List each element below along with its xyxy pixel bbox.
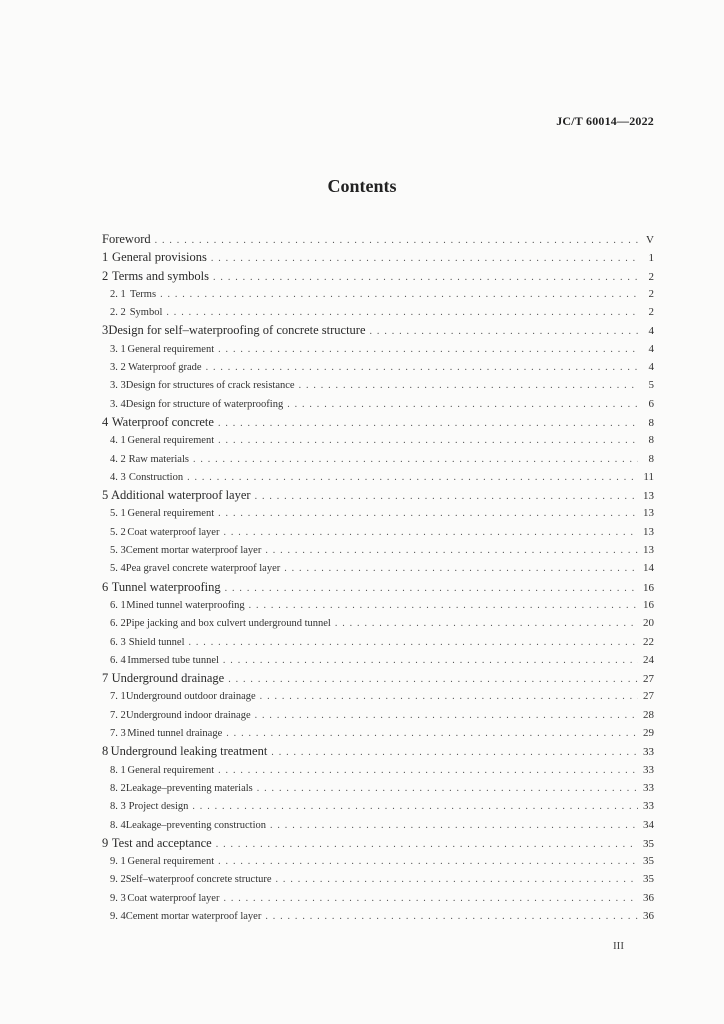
toc-entry-number: 4. 2 [110,453,126,465]
toc-entry-label: Mined tunnel drainage [127,728,223,740]
toc-leader-dots [211,250,638,268]
toc-entry-page: 4 [648,361,654,374]
toc-entry-number: 5 [102,488,109,503]
toc-leader-dots [249,597,638,615]
toc-subsection-entry[interactable] [102,541,654,559]
toc-entry-page: 35 [643,873,654,886]
toc-entry-label: Pea gravel concrete waterproof layer [125,563,281,575]
toc-entry-page: 29 [643,727,654,740]
toc-entry-page: V [646,234,654,246]
toc-subsection-entry[interactable] [102,285,654,303]
toc-leader-dots [218,415,638,433]
toc-entry-page: 22 [643,635,654,648]
toc-leader-dots [187,469,638,487]
toc-entry-label: Cement mortar waterproof layer [125,910,262,922]
toc-entry-label: Foreword [102,232,151,246]
toc-subsection-entry[interactable] [102,870,654,888]
toc-entry-number: 2 [102,268,109,283]
toc-entry-page: 34 [643,818,654,831]
toc-entry-page: 36 [643,891,654,904]
toc-entry-number: 9. 3 [110,892,126,904]
toc-entry-page: 36 [643,909,654,922]
toc-entry-number: 9. 4 [110,910,126,922]
toc-leader-dots [206,359,638,377]
toc-entry-label: Coat waterproof layer [127,892,220,904]
toc-leader-dots [160,286,638,304]
toc-subsection-entry[interactable] [102,504,654,522]
toc-leader-dots [189,634,639,652]
toc-entry-number: 6. 1 [110,599,126,611]
toc-leader-dots [213,269,638,287]
toc-entry-page: 13 [643,544,654,557]
toc-entry-number: 8. 2 [110,782,126,794]
toc-entry-number: 2. 1 [110,288,126,300]
toc-entry-label: Pipe jacking and box culvert underground tunnel [125,618,331,630]
toc-entry-label: Immersed tube tunnel [127,654,219,666]
toc-leader-dots [370,323,638,341]
toc-entry-page: 33 [643,763,654,776]
toc-entry-page: 33 [643,800,654,813]
toc-entry-number: 3. 4 [110,398,126,410]
toc-entry-number: 8 [102,744,109,759]
toc-entry-page: 2 [648,270,654,283]
toc-entry-page: 27 [643,673,654,686]
toc-entry-number: 7. 3 [110,728,126,740]
toc-entry-page: 2 [648,287,654,300]
toc-entry-page: 1 [648,252,654,265]
toc-leader-dots [228,671,638,689]
toc-entry-number: 4. 1 [110,435,126,447]
toc-entry-page: 4 [648,325,654,338]
toc-entry-page: 6 [648,397,654,410]
toc-leader-dots [255,488,638,506]
toc-subsection-entry[interactable] [102,395,654,413]
toc-leader-dots [276,871,638,889]
toc-entry-label: Shield tunnel [128,636,185,648]
toc-entry-number: 3. 2 [110,362,126,374]
toc-entry-page: 35 [643,837,654,850]
toc-entry-label: Symbol [129,307,163,319]
toc-section-entry[interactable] [102,267,654,285]
page-title: Contents [327,176,397,196]
toc-entry-page: 33 [643,746,654,759]
toc-section-entry[interactable] [102,486,654,504]
toc-entry-number: 8. 1 [110,764,126,776]
toc-leader-dots [226,725,638,743]
toc-entry-label: Waterproof grade [128,362,202,374]
toc-entry-number: 8. 3 [110,801,126,813]
toc-section-entry[interactable] [102,321,654,339]
toc-entry-label: Design for structures of crack resistance [125,380,295,392]
toc-entry-page: 11 [643,470,654,483]
toc-entry-label: General provisions [112,250,207,265]
toc-entry-number: 7. 2 [110,709,126,721]
toc-leader-dots [155,232,638,250]
toc-entry-page: 13 [643,507,654,520]
toc-entry-number: 4 [102,414,109,429]
toc-entry-number: 9. 2 [110,874,126,886]
toc-leader-dots [218,505,638,523]
toc-entry-page: 35 [643,855,654,868]
toc-entry-label: Design for structure of waterproofing [125,398,284,410]
toc-entry-label: General requirement [127,856,215,868]
toc-subsection-entry[interactable] [102,907,654,925]
toc-leader-dots [265,908,638,926]
toc-entry-label: Design for self–waterproofing of concrete structure [108,323,366,338]
toc-entry-page: 8 [648,434,654,447]
toc-entry-label: Construction [128,471,184,483]
toc-leader-dots [218,762,638,780]
toc-entry-number: 5. 1 [110,508,126,520]
toc-entry-number: 2. 2 [110,307,126,319]
standard-code: JC/T 60014—2022 [556,114,654,128]
toc-entry-label: Underground drainage [111,671,225,686]
toc-entry-page: 20 [643,617,654,630]
toc-entry-label: Terms and symbols [111,268,210,283]
toc-subsection-entry[interactable] [102,358,654,376]
toc-leader-dots [216,836,638,854]
toc-leader-dots [166,304,638,322]
toc-subsection-entry[interactable] [102,687,654,705]
toc-leader-dots [223,524,638,542]
toc-entry-label: General requirement [127,435,215,447]
toc-entry-label: Underground leaking treatment [110,744,268,759]
toc-subsection-entry[interactable] [102,706,654,724]
toc-entry-page: 33 [643,781,654,794]
toc-entry-number: 6. 4 [110,654,126,666]
toc-entry-label: Waterproof concrete [111,414,214,429]
toc-entry-label: Leakage–preventing materials [125,782,253,794]
toc-leader-dots [223,890,638,908]
toc-entry-label: General requirement [127,343,215,355]
toc-entry-page: 13 [643,490,654,503]
toc-subsection-entry[interactable] [102,450,654,468]
toc-subsection-entry[interactable] [102,889,654,907]
toc-entry-label: Additional waterproof layer [111,488,251,503]
toc-entry-label: Cement mortar waterproof layer [125,545,262,557]
toc-leader-dots [192,798,638,816]
toc-entry-label: Underground outdoor drainage [125,691,256,703]
toc-leader-dots [299,377,638,395]
toc-entry-page: 5 [648,379,654,392]
toc-entry-label: Leakage–preventing construction [125,819,266,831]
toc-leader-dots [271,744,638,762]
toc-entry-page: 8 [648,452,654,465]
toc-subsection-entry[interactable] [102,431,654,449]
toc-leader-dots [335,615,638,633]
toc-entry-page: 13 [643,525,654,538]
toc-entry-page: 28 [643,708,654,721]
toc-section-entry[interactable] [102,230,654,248]
toc-leader-dots [218,853,638,871]
toc-entry-label: Coat waterproof layer [127,526,220,538]
toc-leader-dots [284,560,638,578]
toc-entry-page: 16 [643,598,654,611]
toc-entry-number: 7. 1 [110,691,126,703]
toc-leader-dots [257,780,638,798]
toc-entry-number: 3 [102,323,109,338]
toc-section-entry[interactable] [102,834,654,852]
toc-entry-page: 27 [643,690,654,703]
toc-subsection-entry[interactable] [102,340,654,358]
toc-entry-label: Tunnel waterproofing [111,579,221,594]
toc-entry-page: 8 [648,416,654,429]
toc-entry-number: 9 [102,835,109,850]
toc-entry-number: 5. 4 [110,563,126,575]
toc-leader-dots [193,451,638,469]
toc-section-entry[interactable] [102,248,654,266]
toc-section-entry[interactable] [102,669,654,687]
toc-entry-label: Self–waterproof concrete structure [125,874,272,886]
toc-entry-label: Terms [129,288,157,300]
toc-entry-number: 3. 1 [110,343,126,355]
toc-entry-page: 2 [648,306,654,319]
toc-entry-number: 7 [102,671,109,686]
toc-entry-number: 5. 2 [110,526,126,538]
toc-subsection-entry[interactable] [102,724,654,742]
toc-subsection-entry[interactable] [102,614,654,632]
toc-entry-label: Mined tunnel waterproofing [126,599,245,611]
toc-entry-number: 6 [102,579,109,594]
toc-subsection-entry[interactable] [102,468,654,486]
toc-subsection-entry[interactable] [102,303,654,321]
toc-entry-label: Test and acceptance [111,835,212,850]
toc-entry-label: General requirement [127,508,215,520]
toc-leader-dots [265,542,638,560]
page-number: III [613,940,624,952]
toc-leader-dots [287,396,638,414]
toc-section-entry[interactable] [102,742,654,760]
toc-entry-number: 6. 3 [110,636,126,648]
toc-entry-page: 14 [643,562,654,575]
toc-subsection-entry[interactable] [102,761,654,779]
toc-subsection-entry[interactable] [102,797,654,815]
toc-entry-number: 3. 3 [110,380,126,392]
toc-leader-dots [223,652,638,670]
toc-section-entry[interactable] [102,413,654,431]
toc-entry-number: 1 [102,250,109,265]
toc-leader-dots [225,580,638,598]
toc-subsection-entry[interactable] [102,559,654,577]
toc-entry-number: 8. 4 [110,819,126,831]
toc-subsection-entry[interactable] [102,376,654,394]
toc-entry-number: 9. 1 [110,856,126,868]
toc-leader-dots [218,432,638,450]
toc-subsection-entry[interactable] [102,633,654,651]
table-of-contents [102,230,654,925]
toc-entry-number: 6. 2 [110,618,126,630]
toc-entry-label: Raw materials [128,453,189,465]
toc-subsection-entry[interactable] [102,852,654,870]
toc-subsection-entry[interactable] [102,651,654,669]
toc-entry-label: Underground indoor drainage [126,709,251,721]
toc-leader-dots [218,341,638,359]
toc-entry-label: General requirement [127,764,215,776]
toc-entry-page: 24 [643,653,654,666]
toc-subsection-entry[interactable] [102,596,654,614]
toc-entry-number: 4. 3 [110,471,126,483]
toc-subsection-entry[interactable] [102,816,654,834]
toc-subsection-entry[interactable] [102,523,654,541]
toc-section-entry[interactable] [102,578,654,596]
toc-leader-dots [270,817,638,835]
toc-entry-page: 16 [643,581,654,594]
toc-entry-page: 4 [648,342,654,355]
toc-leader-dots [260,688,638,706]
toc-entry-label: Project design [128,801,189,813]
toc-entry-number: 5. 3 [110,545,126,557]
toc-subsection-entry[interactable] [102,779,654,797]
toc-leader-dots [255,707,638,725]
